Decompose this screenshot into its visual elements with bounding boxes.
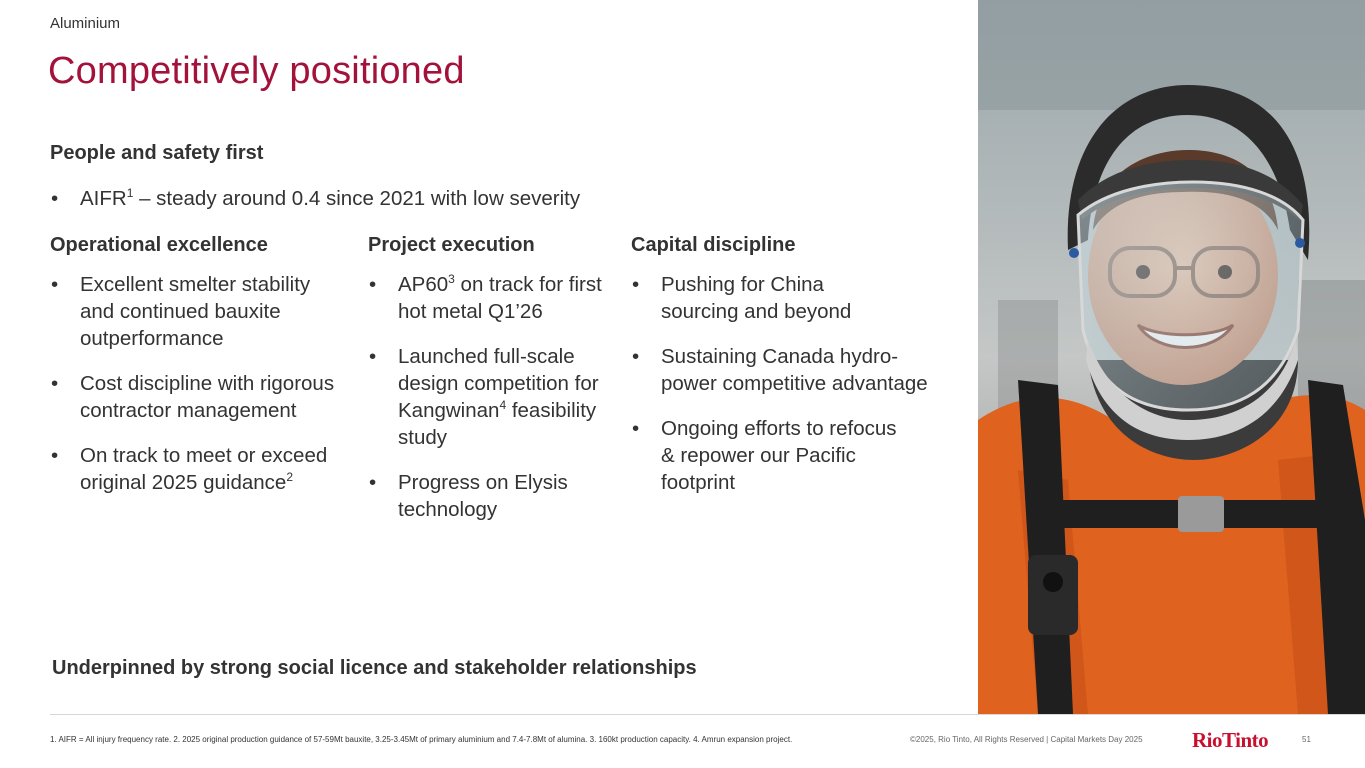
footnote-ref: 2 [286,470,293,485]
list-item-text: On track to meet or exceed original 2025 guidance [80,444,328,494]
worker-illustration [978,0,1365,714]
project-heading: Project execution [368,234,535,256]
worker-photo [978,0,1365,714]
section-label: Aluminium [50,15,121,32]
people-bullet-pre: AIFR [80,187,127,210]
list-item: • Excellent smelter stability and continued bauxite outperformance [50,271,350,352]
copyright: ©2025, Rio Tinto, All Rights Reserved | Capital Markets Day 2025 [910,735,1143,744]
underpinned-statement: Underpinned by strong social licence and stakeholder relationships [52,657,697,679]
capital-list [631,271,951,514]
footnote: 1. AIFR = All injury frequency rate. 2. 2025 original production guidance of 57-59Mt bauxite, 3.25-3.45Mt of primary aluminium and 7.4-7.8Mt of alumina. 3. 160kt production capacity. 4. Amrun expansion project. [50,735,793,744]
people-bullet [50,185,690,212]
list-item-text: Launched full-scale design competition for Kangwinan [398,345,599,422]
capital-heading: Capital discipline [631,234,796,256]
list-item [368,271,618,325]
footer-divider [50,714,1365,715]
operational-list [50,271,350,514]
list-item-text: feasibility study [398,399,597,449]
rio-tinto-logo: RioTinto [1192,728,1269,752]
footnote-ref: 3 [448,272,455,287]
list-item [368,343,618,451]
list-item: • Progress on Elysis technology [368,469,618,523]
footnote-ref: 4 [499,398,507,413]
people-heading: People and safety first [50,142,264,164]
list-item: • Pushing for China sourcing and beyond [631,271,901,325]
project-list [368,271,618,541]
list-item-text: AP60 [398,273,449,296]
list-item [50,442,350,496]
footnote-ref: 1 [126,186,134,201]
list-item: • Ongoing efforts to refocus & repower our Pacific footprint [631,415,901,496]
operational-heading: Operational excellence [50,234,268,256]
list-item-text: on track for first hot metal Q1’26 [398,273,602,323]
list-item: • Cost discipline with rigorous contractor management [50,370,350,424]
people-list [50,185,690,230]
people-bullet-post: – steady around 0.4 since 2021 with low severity [133,187,581,210]
list-item: • Sustaining Canada hydro-power competitive advantage [631,343,951,397]
page-title: Competitively positioned [48,50,465,92]
page-number: 51 [1302,735,1311,744]
